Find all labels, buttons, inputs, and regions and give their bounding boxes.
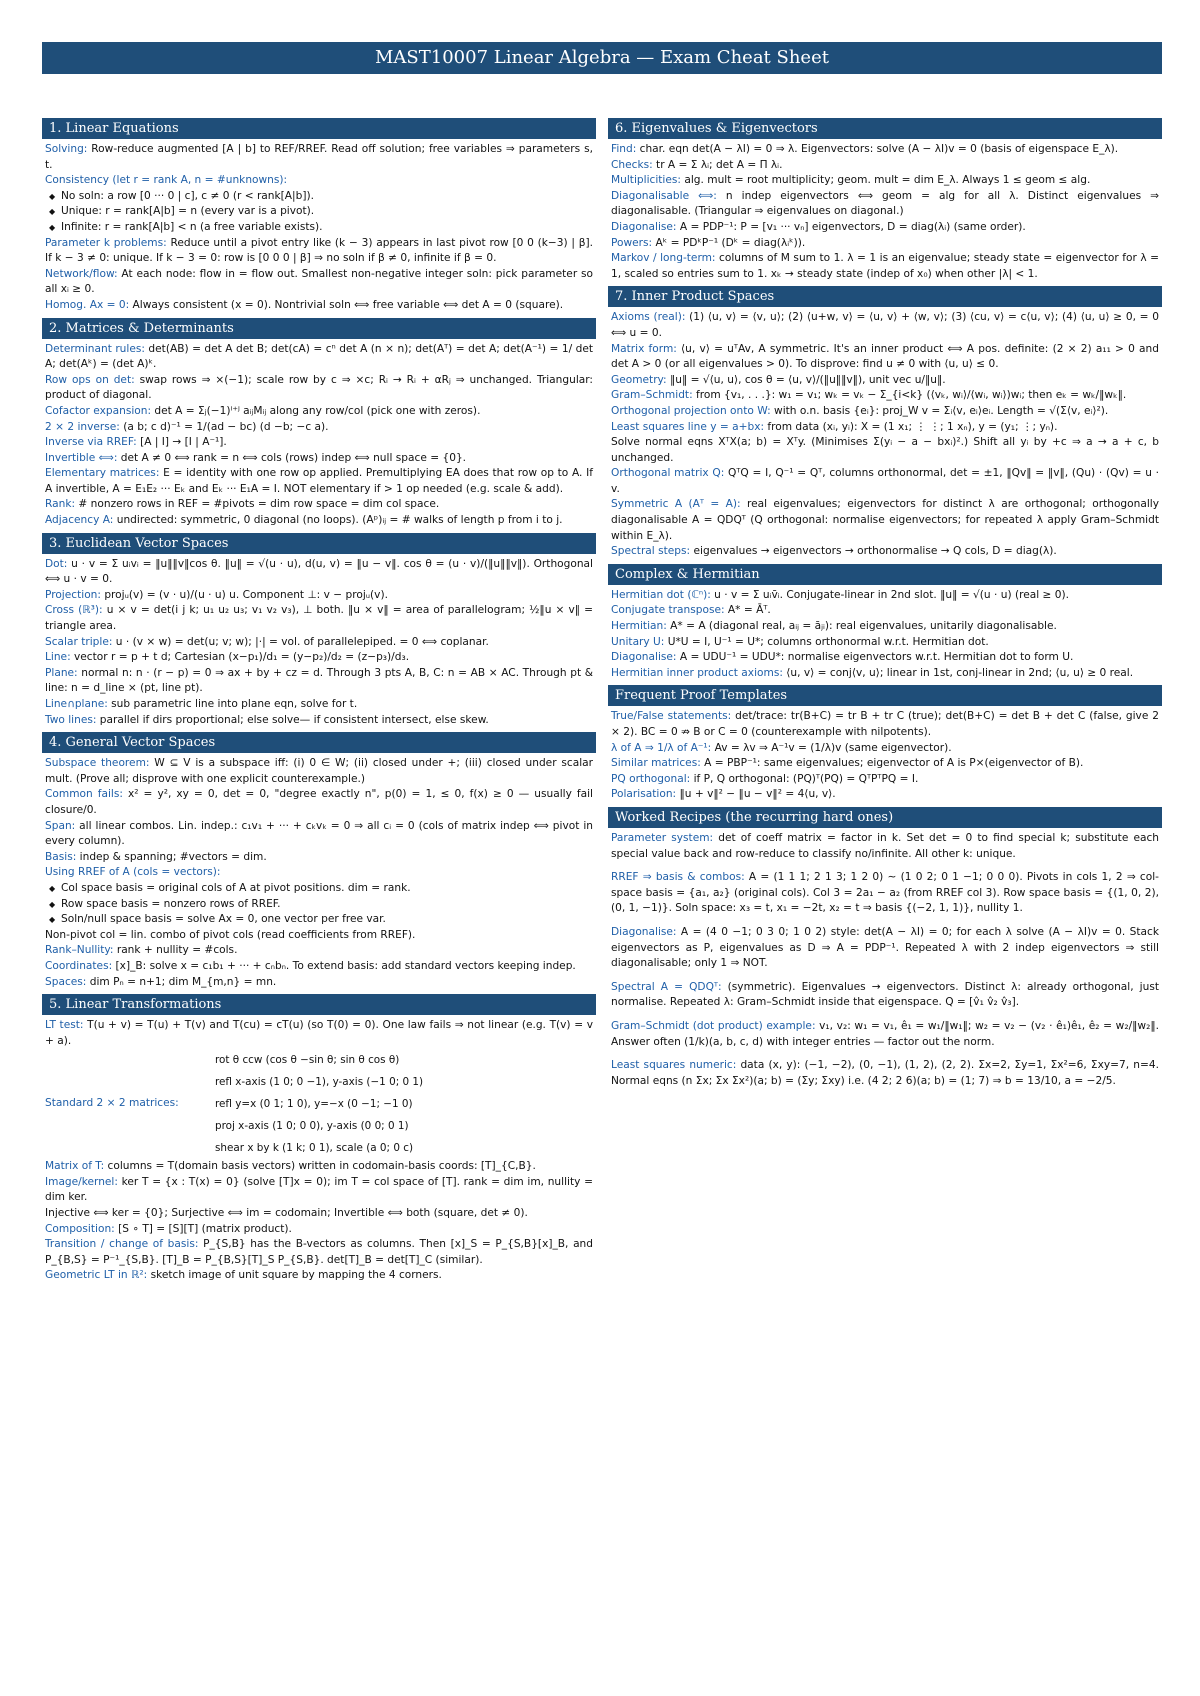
- term-label: Orthogonal projection onto W:: [611, 404, 771, 417]
- text-line: [45, 435, 593, 451]
- text-line: [611, 756, 1159, 772]
- term-text: U*U = I, U⁻¹ = U*; columns orthonormal w.r.t. Hermitian dot.: [664, 635, 989, 648]
- term-label: Line:: [45, 651, 71, 664]
- text-line: [611, 420, 1159, 436]
- term-label: Diagonalise:: [611, 925, 677, 938]
- term-label: Consistency (let r = rank A, n = #unknowns):: [45, 174, 288, 187]
- text-line: [45, 928, 593, 944]
- term-label: RREF ⇒ basis & combos:: [611, 871, 745, 884]
- section-body: [42, 557, 596, 729]
- term-text: Av = λv ⇒ A⁻¹v = (1/λ)v (same eigenvector).: [711, 741, 952, 754]
- section-eigenvalues: [608, 118, 1162, 282]
- term-label: LT test:: [45, 1019, 84, 1032]
- term-text: indep & spanning; #vectors = dim.: [76, 850, 267, 863]
- term-text: x² = y², xy = 0, det = 0, "degree exactly n", p(0) = 1, ≤ 0, f(x) ≥ 0 — usually fail closure/0.: [45, 788, 593, 816]
- text-line: [45, 173, 593, 189]
- text-line: [45, 298, 593, 314]
- term-label: Spectral A = QDQᵀ:: [611, 980, 722, 993]
- text-line: [45, 557, 593, 588]
- section-heading: 6. Eigenvalues & Eigenvectors: [608, 118, 1162, 139]
- term-label: Composition:: [45, 1222, 115, 1235]
- text-line: [611, 709, 1159, 740]
- text-line: [45, 466, 593, 497]
- text-line: [611, 251, 1159, 282]
- term-text: Reduce until a pivot entry like (k − 3) appears in last pivot row [0 0 (k−3) | β]. If k − 3 ≠ 0: unique. If k − 3 = 0: row is [0 0 0 | β] ⇒ no soln if β ≠ 0, infinite if β = 0.: [45, 236, 593, 265]
- text-line: [611, 870, 1159, 917]
- term-label: Gram–Schmidt:: [611, 389, 693, 402]
- text-line: [611, 173, 1159, 189]
- section-body: [42, 1018, 596, 1284]
- text-line: [45, 342, 593, 373]
- text-line: [45, 267, 593, 298]
- text-line: [45, 865, 593, 881]
- text-line: [45, 850, 593, 866]
- text-line: [611, 342, 1159, 373]
- term-text: ‖u‖ = √⟨u, u⟩, cos θ = ⟨u, v⟩/(‖u‖‖v‖), unit vec u/‖u‖.: [666, 373, 946, 386]
- term-text: from data (xᵢ, yᵢ): X = (1 x₁; ⋮ ⋮; 1 xₙ), y = (y₁; ⋮; yₙ).: [764, 420, 1058, 433]
- text-line: [611, 650, 1159, 666]
- term-label: Cofactor expansion:: [45, 404, 152, 417]
- section-worked-recipes: [608, 807, 1162, 1089]
- term-label: Line∩plane:: [45, 698, 108, 710]
- term-text: [A | I] → [I | A⁻¹].: [136, 436, 227, 449]
- term-text: u · v = Σ uᵢvᵢ = ‖u‖‖v‖cos θ. ‖u‖ = √(u · u), d(u, v) = ‖u − v‖. cos θ = (u · v)/(‖u‖‖v‖). Orthogonal ⟺ u · v = 0.: [45, 557, 593, 586]
- text-line: [45, 1237, 593, 1268]
- term-text: [x]_B: solve x = c₁b₁ + ··· + cₙbₙ. To extend basis: add standard vectors keeping indep.: [112, 959, 576, 972]
- text-line: [611, 544, 1159, 560]
- bullet-item: [45, 912, 593, 928]
- term-label: Axioms (real):: [611, 311, 686, 324]
- term-label: Polarisation:: [611, 788, 677, 801]
- term-text: sketch image of unit square by mapping the 4 corners.: [147, 1269, 442, 1282]
- term-label: Geometry:: [611, 373, 667, 386]
- term-text: A = (1 1 1; 2 1 3; 1 2 0) ∼ (1 0 2; 0 1 −1; 0 0 0). Pivots in cols 1, 2 ⇒ col-space basis = {a₁, a₂} (original cols). Col 3 = 2a₁ − a₂ (from RREF col 3). Row space basis = {(1, 0, 2), (0, 1, −1)}. Soln space: x₃ = t, x₁ = −2t, x₂ = t ⇒ basis {(−2, 1, 1)}, nullity 1.: [611, 871, 1159, 915]
- term-label: Basis:: [45, 850, 77, 863]
- term-label: Determinant rules:: [45, 342, 145, 355]
- term-label: Gram–Schmidt (dot product) example:: [611, 1019, 816, 1032]
- term-label: Elementary matrices:: [45, 467, 160, 480]
- term-text: A = PBP⁻¹: same eigenvalues; eigenvector of A is P×(eigenvector of B).: [700, 757, 1084, 770]
- term-label: Similar matrices:: [611, 757, 701, 770]
- text-line: [611, 787, 1159, 803]
- term-label: Transition / change of basis:: [45, 1238, 199, 1251]
- term-label: Conjugate transpose:: [611, 604, 725, 617]
- term-label: Matrix of T:: [45, 1160, 105, 1173]
- standard-matrix-row: shear x by k (1 k; 0 1), scale (a 0; 0 c): [215, 1142, 414, 1155]
- section-heading: Worked Recipes (the recurring hard ones): [608, 807, 1162, 828]
- section-body: [42, 756, 596, 990]
- section-body: [42, 342, 596, 529]
- text-line: [611, 310, 1159, 341]
- term-text: No soln: a row [0 ··· 0 | c], c ≠ 0 (r < rank[A|b]).: [61, 189, 314, 202]
- text-line: [611, 831, 1159, 862]
- page-title: MAST10007 Linear Algebra — Exam Cheat Sheet: [42, 42, 1162, 74]
- text-line: [611, 466, 1159, 497]
- term-text: char. eqn det(A − λI) = 0 ⇒ λ. Eigenvectors: solve (A − λI)v = 0 (basis of eigenspace E_λ).: [636, 143, 1119, 155]
- term-text: columns of M sum to 1. λ = 1 is an eigenvalue; steady state = eigenvector for λ = 1, scaled so entries sum to 1. xₖ → steady state (indep of x₀) when other |λ| < 1.: [611, 252, 1160, 280]
- term-label: Using RREF of A (cols = vectors):: [45, 866, 221, 879]
- section-heading: Frequent Proof Templates: [608, 685, 1162, 706]
- text-line: [45, 697, 593, 713]
- section-heading: 5. Linear Transformations: [42, 994, 596, 1015]
- term-label: Invertible ⟺:: [45, 451, 118, 464]
- section-heading: 2. Matrices & Determinants: [42, 318, 596, 339]
- term-text: Always consistent (x = 0). Nontrivial soln ⟺ free variable ⟺ det A = 0 (square).: [129, 298, 564, 311]
- text-line: [45, 975, 593, 991]
- term-label: Span:: [45, 819, 76, 832]
- text-line: [611, 142, 1159, 158]
- section-heading: 4. General Vector Spaces: [42, 732, 596, 753]
- text-line: [45, 404, 593, 420]
- term-label: Row ops on det:: [45, 373, 135, 386]
- text-line: [45, 513, 593, 529]
- standard-matrices-list: [215, 1049, 593, 1159]
- text-line: [611, 404, 1159, 420]
- left-column: [42, 118, 596, 1288]
- text-line: [611, 603, 1159, 619]
- section-heading: Complex & Hermitian: [608, 564, 1162, 585]
- term-text: data (x, y): (−1, −2), (0, −1), (1, 2), (2, 2). Σx=2, Σy=1, Σx²=6, Σxy=7, n=4. Normal eqns (n Σx; Σx Σx²)(a; b) = (Σy; Σxy) i.e. (4 2; 2 6)(a; b) = (1; 7) ⇒ b = 13/10, a = −2/5.: [611, 1059, 1160, 1087]
- term-text: E = identity with one row op applied. Premultiplying EA does that row op to A. If A invertible, A = E₁E₂ ··· Eₖ and Eₖ ··· E₁A = I. NOT elementary if > 1 op needed (e.g. scale & add).: [45, 467, 593, 495]
- text-line: [611, 980, 1159, 1011]
- term-text: det(AB) = det A det B; det(cA) = cⁿ det A (n × n); det(Aᵀ) = det A; det(A⁻¹) = 1/ det A; det(Aᵏ) = (det A)ᵏ.: [45, 342, 594, 371]
- term-label: Rank–Nullity:: [45, 944, 114, 957]
- term-text: QᵀQ = I, Q⁻¹ = Qᵀ, columns orthonormal, det = ±1, ‖Qv‖ = ‖v‖, (Qu) · (Qv) = u · v.: [611, 467, 1160, 495]
- text-line: [45, 497, 593, 513]
- term-text: A = UDU⁻¹ = UDU*: normalise eigenvectors w.r.t. Hermitian dot to form U.: [676, 651, 1074, 664]
- term-label: Parameter k problems:: [45, 236, 167, 249]
- term-text: with o.n. basis {eᵢ}: proj_W v = Σᵢ⟨v, eᵢ⟩eᵢ. Length = √(Σ⟨v, eᵢ⟩²).: [770, 404, 1109, 417]
- term-text: if P, Q orthogonal: (PQ)ᵀ(PQ) = QᵀPᵀPQ = I.: [690, 772, 919, 785]
- text-line: [611, 925, 1159, 972]
- section-complex-hermitian: [608, 564, 1162, 682]
- term-text: det/trace: tr(B+C) = tr B + tr C (true); det(B+C) = det B + det C (false, give 2 × 2). BC = 0 ⇏ B or C = 0 (counterexample with nilpotents).: [611, 710, 1159, 738]
- text-line: [45, 635, 593, 651]
- term-text: Injective ⟺ ker = {0}; Surjective ⟺ im = codomain; Invertible ⟺ both (square, det ≠ 0).: [45, 1207, 528, 1220]
- text-line: [45, 943, 593, 959]
- term-label: Diagonalisable ⟺:: [611, 189, 717, 202]
- text-line: [611, 189, 1159, 220]
- section-body: [608, 310, 1162, 560]
- term-text: W ⊆ V is a subspace iff: (i) 0 ∈ W; (ii) closed under +; (iii) closed under scalar mult. (Prove all; disprove with one explicit counterexample.): [45, 757, 593, 785]
- term-text: v₁, v₂: w₁ = v₁, ê₁ = w₁/‖w₁‖; w₂ = v₂ − (v₂ · ê₁)ê₁, ê₂ = w₂/‖w₂‖. Answer often (1/k)(a, b, c, d) with integer entries — factor out the norm.: [611, 1019, 1160, 1048]
- text-line: [45, 756, 593, 787]
- right-column: [608, 118, 1162, 1093]
- text-line: [611, 1058, 1159, 1089]
- text-line: [611, 1019, 1159, 1050]
- term-label: PQ orthogonal:: [611, 772, 691, 785]
- section-matrices-determinants: [42, 318, 596, 529]
- standard-matrices-table: [45, 1049, 593, 1159]
- term-label: Spectral steps:: [611, 545, 691, 558]
- text-line: [611, 158, 1159, 174]
- term-text: T(u + v) = T(u) + T(v) and T(cu) = cT(u) (so T(0) = 0). One law fails ⇒ not linear (e.g. T(v) = v + a).: [45, 1019, 593, 1047]
- term-text: tr A = Σ λᵢ; det A = Π λᵢ.: [652, 158, 783, 171]
- term-label: Checks:: [611, 158, 653, 171]
- term-text: A* = Āᵀ.: [724, 604, 771, 617]
- term-label: Rank:: [45, 498, 76, 511]
- term-text: At each node: flow in = flow out. Smallest non-negative integer soln: pick parameter so all xᵢ ≥ 0.: [45, 267, 593, 296]
- term-text: # nonzero rows in REF = #pivots = dim row space = dim col space.: [75, 498, 440, 511]
- term-text: (symmetric). Eigenvalues → eigenvectors. Distinct λ: already orthogonal, just normalise. Repeated λ: Gram–Schmidt inside that eigenspace. Q = [v̂₁ v̂₂ v̂₃].: [611, 980, 1159, 1009]
- term-label: Image/kernel:: [45, 1175, 118, 1188]
- term-text: undirected: symmetric, 0 diagonal (no loops). (Aᵖ)ᵢⱼ = # walks of length p from i to j.: [113, 514, 563, 527]
- term-text: Col space basis = original cols of A at pivot positions. dim = rank.: [61, 881, 411, 894]
- text-line: [611, 666, 1159, 682]
- text-line: [45, 787, 593, 818]
- text-line: [45, 1018, 593, 1049]
- term-label: True/False statements:: [611, 710, 732, 723]
- term-label: Spaces:: [45, 975, 87, 988]
- term-label: Cross (ℝ³):: [45, 604, 103, 617]
- term-label: Unitary U:: [611, 635, 665, 648]
- text-line: [611, 772, 1159, 788]
- text-line: [611, 588, 1159, 604]
- text-line: [45, 1268, 593, 1284]
- text-line: [611, 619, 1159, 635]
- section-body: [608, 588, 1162, 682]
- text-line: [611, 236, 1159, 252]
- term-label: Plane:: [45, 666, 78, 679]
- term-text: u · v = Σ uᵢv̄ᵢ. Conjugate-linear in 2nd slot. ‖u‖ = √(u · u) (real ≥ 0).: [710, 588, 1070, 601]
- term-text: vector r = p + t d; Cartesian (x−p₁)/d₁ = (y−p₂)/d₂ = (z−p₃)/d₃.: [70, 651, 410, 664]
- term-label: Symmetric A (Aᵀ = A):: [611, 498, 741, 511]
- term-text: ‖u + v‖² − ‖u − v‖² = 4⟨u, v⟩.: [676, 788, 836, 801]
- term-text: det of coeff matrix = factor in k. Set det = 0 to find special k; substitute each special value back and row-reduce to classify no/infinite. All other k: unique.: [611, 831, 1159, 860]
- term-text: Aᵏ = PDᵏP⁻¹ (Dᵏ = diag(λᵢᵏ)).: [652, 236, 806, 249]
- term-text: all linear combos. Lin. indep.: c₁v₁ + ··· + cₖvₖ = 0 ⇒ all cᵢ = 0 (cols of matrix indep ⟺ pivot in every column).: [45, 819, 593, 848]
- text-line: [45, 373, 593, 404]
- text-line: [611, 741, 1159, 757]
- text-line: [45, 142, 593, 173]
- text-line: [611, 373, 1159, 389]
- term-label: Powers:: [611, 236, 653, 249]
- bullet-item: [45, 189, 593, 205]
- text-line: [611, 388, 1159, 404]
- term-text: columns = T(domain basis vectors) written in codomain-basis coords: [T]_{C,B}.: [104, 1160, 536, 1173]
- section-general-vector-spaces: [42, 732, 596, 990]
- term-label: Solving:: [45, 143, 88, 155]
- term-label: Subspace theorem:: [45, 757, 150, 770]
- standard-matrix-row: refl y=x (0 1; 1 0), y=−x (0 −1; −1 0): [215, 1098, 413, 1111]
- term-text: swap rows ⇒ ×(−1); scale row by c ⇒ ×c; Rᵢ → Rᵢ + αRⱼ ⇒ unchanged. Triangular: product of diagonal.: [45, 373, 593, 402]
- term-label: Diagonalise:: [611, 220, 677, 233]
- bullet-item: [45, 204, 593, 220]
- term-label: Geometric LT in ℝ²:: [45, 1269, 148, 1282]
- term-text: det A ≠ 0 ⟺ rank = n ⟺ cols (rows) indep ⟺ null space = {0}.: [117, 451, 467, 464]
- term-label: Common fails:: [45, 788, 123, 801]
- text-line: [45, 650, 593, 666]
- term-text: normal n: n · (r − p) = 0 ⇒ ax + by + cz = d. Through 3 pts A, B, C: n = AB × AC. Through pt & line: n = d_line × (pt, line pt).: [45, 666, 593, 695]
- term-text: ⟨u, v⟩ = uᵀAv, A symmetric. It's an inner product ⟺ A pos. definite: (2 × 2) a₁₁ > 0 and det A > 0 (or all eigenvalues > 0). To disprove: find u ≠ 0 with ⟨u, u⟩ ≤ 0.: [611, 342, 1159, 371]
- term-text: projᵤ(v) = (v · u)/(u · u) u. Component ⊥: v − projᵤ(v).: [100, 588, 388, 601]
- term-label: Least squares numeric:: [611, 1059, 737, 1072]
- text-line: [45, 819, 593, 850]
- term-text: [S ∘ T] = [S][T] (matrix product).: [114, 1222, 292, 1235]
- term-label: Orthogonal matrix Q:: [611, 467, 725, 480]
- term-label: Homog. Ax = 0:: [45, 298, 130, 311]
- term-text: dim Pₙ = n+1; dim M_{m,n} = mn.: [86, 975, 277, 988]
- term-text: sub parametric line into plane eqn, solve for t.: [107, 698, 358, 710]
- term-text: A = (4 0 −1; 0 3 0; 1 0 2) style: det(A − λI) = 0; for each λ solve (A − λI)v = 0. Stack eigenvectors as P, eigenvalues as D ⇒ A = PDP⁻¹. Repeated λ with 2 indep eigenvectors ⇒ still diagonalisable; only 1 ⇒ NOT.: [611, 925, 1159, 970]
- section-linear-transformations: [42, 994, 596, 1284]
- term-text: Unique: r = rank[A|b] = n (every var is a pivot).: [61, 205, 315, 218]
- term-text: Solve normal eqns XᵀX(a; b) = Xᵀy. (Minimises Σ(yᵢ − a − bxᵢ)².) Shift all yᵢ by +c ⇒ a → a + c, b unchanged.: [611, 436, 1159, 464]
- section-inner-product-spaces: [608, 286, 1162, 560]
- term-text: ⟨u, v⟩ = conj⟨v, u⟩; linear in 1st, conj-linear in 2nd; ⟨u, u⟩ ≥ 0 real.: [782, 666, 1134, 679]
- term-text: (a b; c d)⁻¹ = 1/(ad − bc) (d −b; −c a).: [119, 420, 329, 433]
- term-text: n indep eigenvectors ⟺ geom = alg for all λ. Distinct eigenvalues ⇒ diagonalisable. (Triangular ⇒ eigenvalues on diagonal.): [611, 189, 1159, 218]
- text-line: [45, 420, 593, 436]
- term-label: Find:: [611, 143, 637, 155]
- section-proof-templates: [608, 685, 1162, 803]
- text-line: [45, 1222, 593, 1238]
- section-heading: 1. Linear Equations: [42, 118, 596, 139]
- text-line: [45, 236, 593, 267]
- term-label: Dot:: [45, 557, 68, 570]
- term-label: Diagonalise:: [611, 651, 677, 664]
- text-line: [45, 666, 593, 697]
- term-label: Parameter system:: [611, 831, 714, 844]
- term-text: P_{S,B} has the B-vectors as columns. Then [x]_S = P_{S,B}[x]_B, and P_{B,S} = P⁻¹_{S,B}. [T]_B = P_{B,S}[T]_S P_{S,B}. det[T]_B = det[T]_C (similar).: [45, 1238, 593, 1266]
- term-label: Hermitian:: [611, 620, 667, 633]
- section-body: [42, 142, 596, 314]
- term-text: Non-pivot col = lin. combo of pivot cols (read coefficients from RREF).: [45, 928, 416, 941]
- term-text: Row-reduce augmented [A | b] to REF/RREF. Read off solution; free variables ⇒ parameters s, t.: [45, 143, 593, 171]
- term-label: Matrix form:: [611, 342, 677, 355]
- term-text: real eigenvalues; eigenvectors for distinct λ are orthogonal; orthogonally diagonalisable A = QDQᵀ (Q orthogonal: normalise eigenvectors; for repeated λ apply Gram–Schmidt within E_λ).: [611, 498, 1159, 542]
- term-text: from {v₁, . . .}: w₁ = v₁; wₖ = vₖ − Σ_{i<k} (⟨vₖ, wᵢ⟩/⟨wᵢ, wᵢ⟩)wᵢ; then eₖ = wₖ/‖wₖ‖.: [692, 389, 1127, 402]
- term-text: rank + nullity = #cols.: [113, 944, 238, 957]
- term-label: Scalar triple:: [45, 635, 113, 648]
- term-label: Coordinates:: [45, 959, 113, 972]
- text-line: [45, 1159, 593, 1175]
- standard-matrix-row: refl x-axis (1 0; 0 −1), y-axis (−1 0; 0 1): [215, 1076, 424, 1089]
- text-line: [45, 603, 593, 634]
- text-line: [611, 497, 1159, 544]
- section-body: [608, 831, 1162, 1089]
- section-euclidean-vector-spaces: [42, 533, 596, 729]
- section-heading: 7. Inner Product Spaces: [608, 286, 1162, 307]
- text-line: [45, 1175, 593, 1206]
- term-text: u · (v × w) = det(u; v; w); |·| = vol. of parallelepiped. = 0 ⟺ coplanar.: [112, 635, 489, 648]
- text-line: [45, 959, 593, 975]
- text-line: [45, 588, 593, 604]
- term-text: Infinite: r = rank[A|b] < n (a free variable exists).: [61, 220, 323, 233]
- term-label: Adjacency A:: [45, 514, 114, 527]
- term-label: Inverse via RREF:: [45, 436, 137, 449]
- text-line: [45, 451, 593, 467]
- section-body: [608, 142, 1162, 282]
- section-linear-equations: [42, 118, 596, 314]
- text-line: [45, 1206, 593, 1222]
- term-text: u × v = det(i j k; u₁ u₂ u₃; v₁ v₂ v₃), ⊥ both. ‖u × v‖ = area of parallelogram; ½‖u × v‖ = triangle area.: [45, 604, 593, 633]
- standard-matrix-row: rot θ ccw (cos θ −sin θ; sin θ cos θ): [215, 1054, 400, 1067]
- bullet-item: [45, 897, 593, 913]
- bullet-item: [45, 881, 593, 897]
- term-label: Markov / long-term:: [611, 252, 716, 265]
- term-text: ker T = {x : T(x) = 0} (solve [T]x = 0); im T = col space of [T]. rank = dim im, nullity = dim ker.: [45, 1175, 593, 1204]
- term-label: 2 × 2 inverse:: [45, 420, 120, 433]
- term-label: λ of A ⇒ 1/λ of A⁻¹:: [611, 741, 712, 754]
- term-text: A = PDP⁻¹: P = [v₁ ··· vₙ] eigenvectors, D = diag(λᵢ) (same order).: [676, 220, 1026, 233]
- term-text: Row space basis = nonzero rows of RREF.: [61, 897, 281, 910]
- text-line: [611, 435, 1159, 466]
- standard-matrix-row: proj x-axis (1 0; 0 0), y-axis (0 0; 0 1): [215, 1120, 409, 1133]
- term-text: Soln/null space basis = solve Ax = 0, one vector per free var.: [61, 913, 386, 926]
- text-line: [45, 713, 593, 729]
- term-label: Multiplicities:: [611, 174, 681, 187]
- text-line: [611, 635, 1159, 651]
- term-label: Least squares line y = a+bx:: [611, 420, 765, 433]
- term-label: Network/flow:: [45, 267, 118, 280]
- bullet-item: [45, 220, 593, 236]
- section-heading: 3. Euclidean Vector Spaces: [42, 533, 596, 554]
- term-text: parallel if dirs proportional; else solve— if consistent intersect, else skew.: [96, 713, 489, 726]
- term-text: det A = Σⱼ(−1)ⁱ⁺ʲ aᵢⱼMᵢⱼ along any row/col (pick one with zeros).: [151, 404, 481, 417]
- term-label: Hermitian inner product axioms:: [611, 666, 783, 679]
- term-text: eigenvalues → eigenvectors → orthonormalise → Q cols, D = diag(λ).: [690, 545, 1057, 558]
- term-label: Hermitian dot (ℂⁿ):: [611, 588, 711, 601]
- section-body: [608, 709, 1162, 803]
- standard-matrices-label: Standard 2 × 2 matrices:: [45, 1097, 179, 1110]
- term-text: (1) ⟨u, v⟩ = ⟨v, u⟩; (2) ⟨u+w, v⟩ = ⟨u, v⟩ + ⟨w, v⟩; (3) ⟨cu, v⟩ = c⟨u, v⟩; (4) ⟨u, u⟩ ≥ 0, = 0 ⟺ u = 0.: [611, 311, 1159, 339]
- text-line: [611, 220, 1159, 236]
- term-label: Projection:: [45, 588, 101, 601]
- term-label: Two lines:: [45, 713, 97, 726]
- term-text: A* = A (diagonal real, aᵢⱼ = āⱼᵢ): real eigenvalues, unitarily diagonalisable.: [666, 620, 1057, 633]
- term-text: alg. mult = root multiplicity; geom. mult = dim E_λ. Always 1 ≤ geom ≤ alg.: [680, 174, 1091, 187]
